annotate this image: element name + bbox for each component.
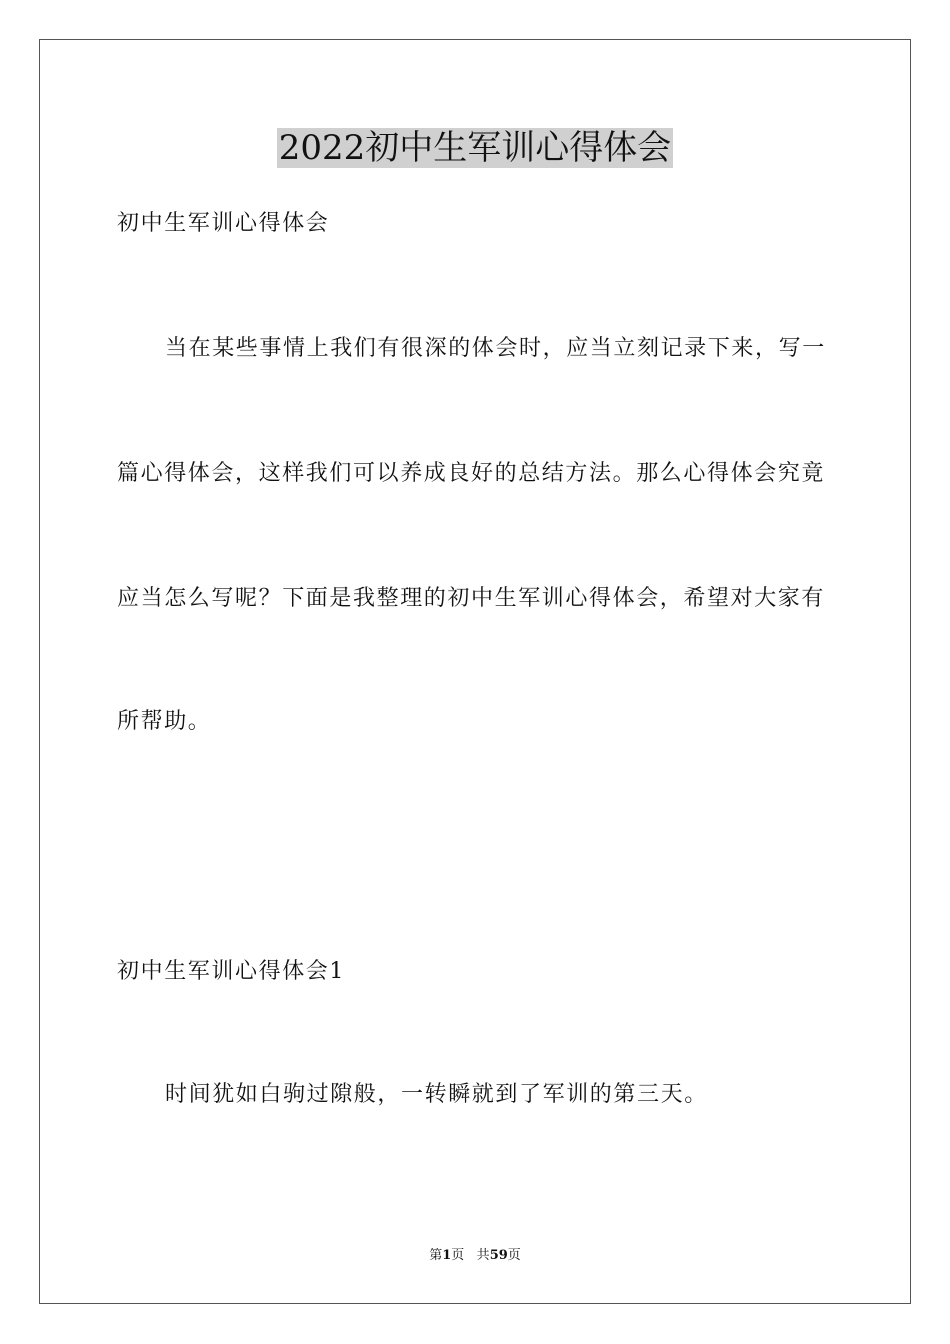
footer-page-prefix: 第 xyxy=(429,1248,443,1263)
footer-page-number: 1 xyxy=(442,1248,452,1263)
footer-total-suffix: 页 xyxy=(507,1248,521,1263)
footer-total-pages: 59 xyxy=(489,1248,508,1263)
document-title-text: 2022初中生军训心得体会 xyxy=(278,128,672,168)
paragraph-line-2: 篇心得体会，这样我们可以养成良好的总结方法。那么心得体会究竟 xyxy=(117,461,826,486)
section-heading: 初中生军训心得体会1 xyxy=(117,959,345,984)
footer-total-prefix: 共 xyxy=(476,1248,490,1263)
section-paragraph: 时间犹如白驹过隙般，一转瞬就到了军训的第三天。 xyxy=(165,1082,708,1107)
paragraph-line-3: 应当怎么写呢？下面是我整理的初中生军训心得体会，希望对大家有 xyxy=(117,586,826,611)
document-subtitle: 初中生军训心得体会 xyxy=(117,211,330,236)
document-title xyxy=(0,126,950,170)
footer-page-suffix: 页 xyxy=(451,1248,465,1263)
paragraph-line-1: 当在某些事情上我们有很深的体会时，应当立刻记录下来，写一 xyxy=(165,336,826,361)
page-footer xyxy=(0,1246,950,1266)
paragraph-line-4: 所帮助。 xyxy=(117,709,212,734)
